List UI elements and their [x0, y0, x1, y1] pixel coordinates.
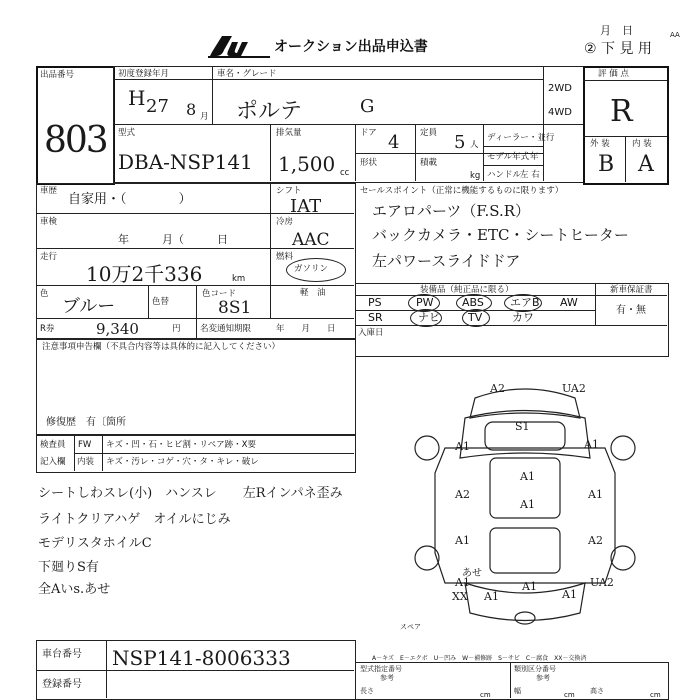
width-unit: cm — [564, 691, 575, 699]
grade-value: R — [610, 94, 633, 129]
model-year-label: モデル年式 — [487, 152, 530, 162]
diag-label-a1-l1: A1 — [455, 440, 470, 453]
drive-4wd: 4WD — [548, 107, 572, 118]
chassis-value: NSP141-8006333 — [112, 646, 291, 670]
color-code-value: 8S1 — [218, 298, 252, 318]
chassis-label: 車台番号 — [42, 649, 82, 660]
shift-label: シフト — [276, 186, 302, 196]
equip-leather: カワ — [512, 311, 534, 324]
color-code-label: 色コード — [202, 289, 237, 299]
length-unit: cm — [480, 691, 491, 699]
history-label: 車歴 — [40, 186, 58, 196]
copy-label: ② 下 見 用 — [584, 41, 652, 57]
diag-label-xx: XX — [452, 590, 468, 603]
displacement-unit: cc — [340, 168, 350, 178]
mileage-label: 走行 — [40, 252, 58, 262]
car-name-value: ポルテ — [236, 99, 303, 124]
equip-ps: PS — [368, 296, 382, 309]
lot-number-label: 出品番号 — [40, 70, 75, 80]
color-label: 色 — [40, 289, 49, 299]
inspector-label: 検査員 — [40, 440, 66, 450]
notice-label: 注意事項申告欄（不具合内容等は具体的に記入してください） — [42, 342, 281, 352]
note-line-2: ライトクリアハゲ オイルにじみ — [38, 512, 231, 527]
load-unit: kg — [470, 171, 481, 181]
diag-label-a2-r: A2 — [588, 534, 603, 547]
sales-point-line-1: エアロパーツ（F.S.R） — [372, 202, 531, 220]
diag-label-a1-bl: A1 — [484, 590, 499, 603]
lot-number-value: 803 — [44, 120, 107, 161]
shaken-label: 車検 — [40, 217, 58, 227]
reg-label: 登録番号 — [42, 679, 82, 690]
height-unit: cm — [650, 691, 661, 699]
sales-point-line-3: 左パワースライドドア — [372, 252, 521, 270]
dealer-label: ディーラー・並行 — [487, 133, 555, 143]
grade-value: G — [360, 96, 375, 117]
auction-logo — [208, 32, 270, 60]
first-reg-era: H — [128, 86, 146, 110]
length-label: 長さ — [360, 687, 374, 695]
interior-row-label: 内装 — [77, 457, 95, 467]
type-table — [355, 662, 669, 700]
capacity-value: 5 — [454, 132, 466, 153]
shift-value: IAT — [290, 196, 322, 217]
class-label: 類別区分番号 — [514, 665, 556, 673]
ac-label: 冷房 — [276, 217, 294, 227]
interior-label: 内 装 — [632, 139, 652, 149]
new-car-warranty-value: 有・無 — [616, 305, 646, 316]
model-code-label: 型式 — [118, 128, 136, 138]
diag-label-a2-top: A2 — [490, 382, 505, 395]
displacement-value: 1,500 — [278, 152, 336, 176]
load-label: 積載 — [420, 158, 438, 168]
interior-row-text: キズ・汚レ・コゲ・穴・タ・キレ・破レ — [106, 457, 259, 467]
exterior-value: B — [598, 152, 615, 177]
note-line-3: モデリスタホイルC — [38, 536, 152, 551]
fuel-circle — [286, 258, 346, 282]
sales-point-label: セールスポイント（正常に機能するものに限ります） — [360, 186, 564, 196]
diag-label-a1-l3: A1 — [455, 576, 470, 589]
doors-value: 4 — [388, 132, 400, 153]
capacity-label: 定員 — [420, 128, 438, 138]
tax-notice-label: 名変通知期限 — [200, 324, 252, 334]
equip-airbag: エアB — [510, 296, 540, 309]
handle-value: 左 右 — [520, 170, 540, 180]
first-reg-year: 27 — [146, 96, 169, 117]
height-label: 高さ — [590, 687, 604, 695]
equip-pw: PW — [416, 296, 434, 309]
diag-label-s1: S1 — [515, 420, 530, 433]
first-reg-month: 8 — [186, 100, 197, 119]
first-reg-label: 初度登録年月 — [118, 69, 170, 79]
mileage-unit: km — [232, 274, 246, 284]
ac-value: AAC — [292, 230, 330, 250]
date-suffix: AA — [670, 31, 680, 39]
diag-label-ase: あせ — [462, 568, 482, 579]
mileage-value: 10万2千336 — [86, 262, 203, 286]
fw-text: キズ・凹・石・ヒビ割・リペア跡・X要 — [106, 440, 256, 450]
diag-label-ua2-top: UA2 — [562, 382, 586, 395]
width-label: 幅 — [514, 687, 521, 695]
equipment-label: 装備品（純正品に限る） — [420, 285, 514, 295]
note-line-4: 下廻りS有 — [38, 560, 99, 575]
diag-label-a1-l2: A1 — [455, 534, 470, 547]
model-code-value: DBA-NSP141 — [118, 150, 253, 174]
interior-value: A — [638, 152, 654, 177]
displacement-label: 排気量 — [276, 128, 302, 138]
diag-label-a1-r2: A1 — [588, 488, 603, 501]
fuel-label: 燃料 — [276, 252, 294, 262]
shaken-value: 年 月（ 日 — [118, 233, 228, 246]
grade-label: 評 価 点 — [598, 69, 629, 79]
tax-notice-value: 年 月 日 — [276, 324, 336, 334]
class-ref-label: 参考 — [536, 674, 550, 682]
note-line-1: シートしわスレ(小) ハンスレ 左Rインパネ歪み — [38, 486, 343, 501]
equip-navi: ナビ — [418, 311, 440, 324]
entry-label: 記入欄 — [40, 457, 66, 467]
month-unit: 月 — [200, 112, 209, 122]
diag-label-a1-r3: A1 — [562, 588, 577, 601]
diag-label-ua2-bottom: UA2 — [590, 576, 614, 589]
diag-label-a2-l: A2 — [455, 488, 470, 501]
shape-label: 形状 — [360, 158, 378, 168]
repair-label: 修復歴 有〔箇所 — [46, 417, 126, 428]
handle-label: ハンドル — [487, 170, 522, 180]
equip-abs: ABS — [462, 296, 484, 309]
history-value: 自家用・（ ） — [68, 192, 192, 207]
equip-sr: SR — [368, 311, 383, 324]
spare-label: スペア — [400, 623, 421, 631]
new-car-warranty-label: 新車保証書 — [610, 285, 653, 295]
car-name-label: 車名・グレード — [217, 69, 277, 79]
model-year-unit: 年 — [530, 152, 539, 162]
type-label: 型式指定番号 — [360, 665, 402, 673]
entry-date-label: 入庫日 — [358, 328, 384, 338]
fuel-option: 軽 油 — [300, 288, 326, 298]
exterior-label: 外 装 — [590, 139, 610, 149]
color-change-label: 色替 — [152, 297, 170, 307]
r-ticket-label: R券 — [40, 324, 55, 334]
type-ref-label: 参考 — [380, 674, 394, 682]
capacity-unit: 人 — [470, 140, 479, 150]
fw-label: FW — [78, 440, 92, 450]
date-label: 月 日 — [600, 24, 633, 37]
diag-label-a1-c3: A1 — [522, 580, 537, 593]
diag-label-a1-c1: A1 — [520, 470, 535, 483]
diag-label-a1-c2: A1 — [520, 498, 535, 511]
fuel-value: ガソリン — [294, 264, 329, 274]
form-title: オークション出品申込書 — [274, 39, 428, 55]
drive-2wd: 2WD — [548, 83, 572, 94]
legend: A－キズ E－エクボ U－凹み W－補修跡 S－サビ C－腐食 XX－交換済 — [372, 655, 587, 662]
r-ticket-yen: 円 — [172, 324, 181, 334]
equip-aw: AW — [560, 296, 578, 309]
sales-point-line-2: バックカメラ・ETC・シートヒーター — [372, 226, 629, 244]
color-value: ブルー — [62, 296, 116, 317]
doors-label: ドア — [360, 128, 377, 138]
r-ticket-value: 9,340 — [96, 320, 139, 338]
equip-tv: TV — [468, 311, 483, 324]
diag-label-a1-r1: A1 — [584, 438, 599, 451]
note-line-5: 全Aいs.あせ — [38, 582, 111, 597]
